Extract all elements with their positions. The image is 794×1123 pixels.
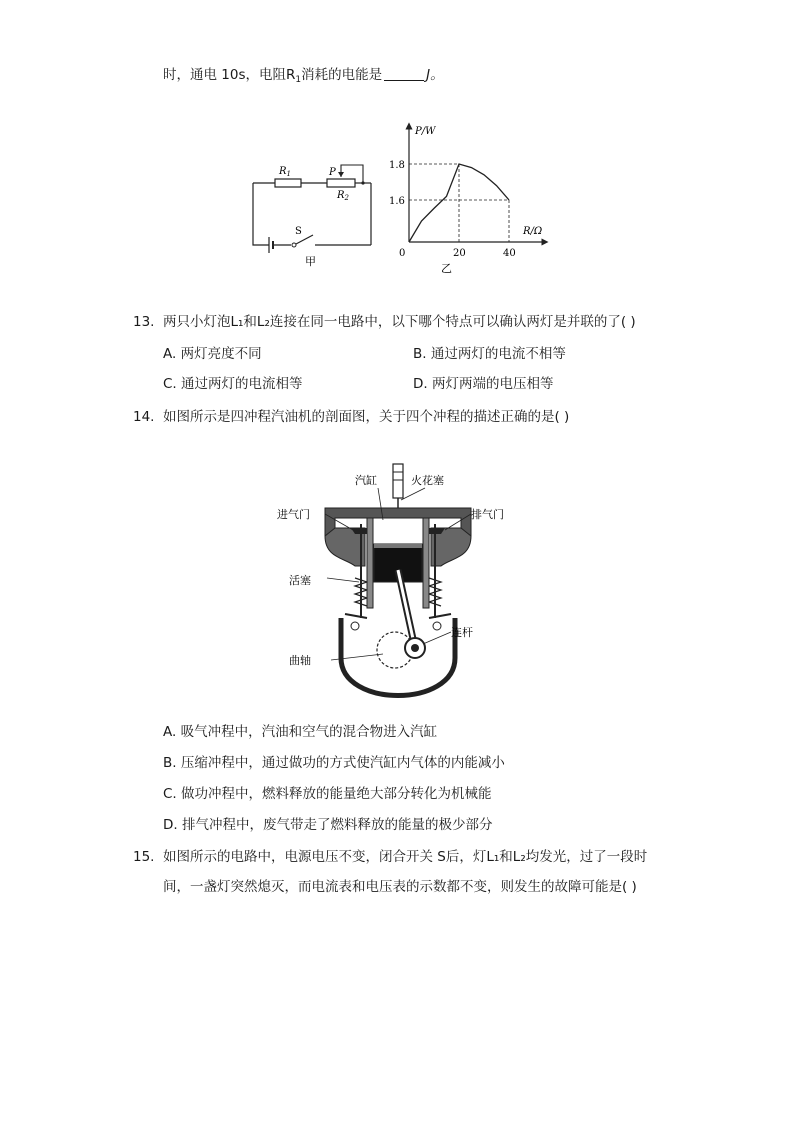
label-r2: $R_2$ (337, 190, 349, 202)
x-tick-40: 40 (503, 248, 516, 259)
q13-option-d[interactable]: D. 两灯两端的电压相等 (413, 376, 554, 392)
spark-plug (393, 464, 403, 498)
y-axis-label: P/W (415, 126, 436, 137)
q12-tail-line (163, 66, 444, 89)
resistor-r1 (275, 179, 301, 187)
q14-option-a[interactable]: A. 吸气冲程中，汽油和空气的混合物进入汽缸 (163, 724, 438, 740)
q15-number: 15. (133, 849, 155, 865)
x-axis-label: R/Ω (523, 226, 543, 237)
q14-option-c[interactable]: C. 做功冲程中，燃料释放的能量绝大部分转化为机械能 (163, 786, 492, 802)
q14-option-d[interactable]: D. 排气冲程中，废气带走了燃料释放的能量的极少部分 (163, 817, 493, 833)
label-cylinder: 汽缸 (355, 474, 377, 487)
y-tick-1.6: 1.6 (389, 196, 405, 207)
label-r1: $R_1$ (279, 166, 291, 178)
q13-stem: 两只小灯泡L₁和L₂连接在同一电路中，以下哪个特点可以确认两灯是并联的了( ) (163, 314, 636, 330)
q13-number: 13. (133, 314, 155, 330)
resistor-r2 (327, 179, 355, 187)
x-tick-20: 20 (453, 248, 466, 259)
q14-stem: 如图所示是四冲程汽油机的剖面图，关于四个冲程的描述正确的是( ) (163, 409, 570, 425)
caption-jia: 甲 (305, 255, 316, 268)
q14-option-b[interactable]: B. 压缩冲程中，通过做功的方式使汽缸内气体的内能减小 (163, 755, 505, 771)
x-tick-0: 0 (399, 248, 406, 259)
engine-cross-section (275, 458, 515, 708)
label-exhaust-valve: 排气门 (471, 508, 504, 521)
label-crankshaft: 曲轴 (289, 654, 311, 667)
label-rod: 连杆 (451, 626, 473, 639)
y-tick-1.8: 1.8 (389, 160, 405, 171)
label-s: S (295, 226, 302, 237)
circuit-diagram (245, 155, 385, 275)
q12-unit: J。 (426, 67, 444, 83)
q15-stem-line2: 间，一盏灯突然熄灭，而电流表和电压表的示数都不变，则发生的故障可能是( ) (163, 879, 637, 895)
q15-stem-line1: 如图所示的电路中，电源电压不变，闭合开关 S后，灯L₁和L₂均发光，过了一段时 (163, 849, 648, 865)
label-spark-plug: 火花塞 (411, 474, 444, 487)
q13-option-b[interactable]: B. 通过两灯的电流不相等 (413, 346, 566, 362)
caption-yi: 乙 (441, 262, 452, 275)
label-p: P (329, 167, 336, 178)
q12-text-before: 时，通电 10s，电阻R (163, 67, 296, 83)
q13-option-a[interactable]: A. 两灯亮度不同 (163, 346, 262, 362)
power-resistance-graph (389, 120, 555, 278)
q14-number: 14. (133, 409, 155, 425)
q13-option-c[interactable]: C. 通过两灯的电流相等 (163, 376, 303, 392)
q12-text-after: 消耗的电能是 (301, 67, 383, 83)
label-intake-valve: 进气门 (277, 508, 310, 521)
q12-sub: 1 (295, 75, 302, 85)
q12-answer-blank[interactable] (384, 67, 424, 81)
label-piston: 活塞 (289, 574, 311, 587)
